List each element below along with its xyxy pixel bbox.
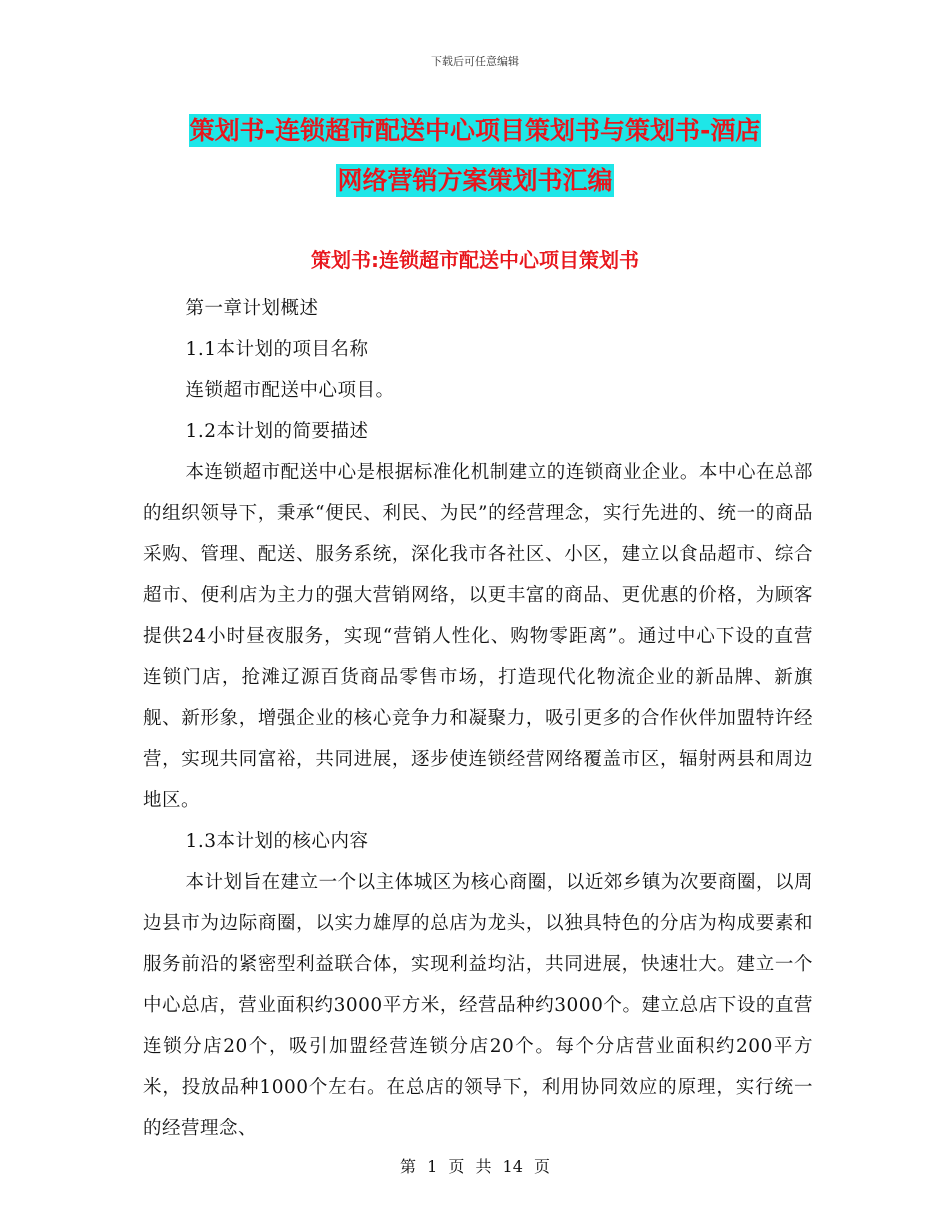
document-body [143,288,813,1149]
subheading-1-2: 1.2本计划的简要描述 [185,421,369,442]
page-number: 第 1 页 共 14 页 [400,1157,550,1176]
paragraph-description: 本连锁超市配送中心是根据标准化机制建立的连锁商业企业。本中心在总部的组织领导下，秉承“便民、利民、为民”的经营理念，实行先进的、统一的商品采购、管理、配送、服务系统，深化我市各社区、小区，建立以食品超市、综合超市、便利店为主力的强大营销网络，以更丰富的商品、更优惠的价格，为顾客提供24小时昼夜服务，实现“营销人性化、购物零距离”。通过中心下设的直营连锁门店，抢滩辽源百货商品零售市场，打造现代化物流企业的新品牌、新旗舰、新形象，增强企业的核心竞争力和凝聚力，吸引更多的合作伙伴加盟特许经营，实现共同富裕，共同进展，逐步使连锁经营网络覆盖市区，辐射两县和周边地区。 [143,462,813,811]
header-note: 下载后可任意编辑 [431,55,519,68]
document-title-line-1: 策划书-连锁超市配送中心项目策划书与策划书-酒店 [189,116,761,145]
paragraph-project-name: 连锁超市配送中心项目。 [185,380,395,401]
paragraph-core-content: 本计划旨在建立一个以主体城区为核心商圈，以近郊乡镇为次要商圈，以周边县市为边际商圈，以实力雄厚的总店为龙头，以独具特色的分店为构成要素和服务前沿的紧密型利益联合体，实现利益均沾，共同进展，快速壮大。建立一个中心总店，营业面积约3000平方米，经营品种约3000个。建立总店下设的直营连锁分店20个，吸引加盟经营连锁分店20个。每个分店营业面积约200平方米，投放品种1000个左右。在总店的领导下，利用协同效应的原理，实行统一的经营理念、 [143,872,813,1139]
chapter-heading: 第一章计划概述 [185,298,319,319]
section-title: 策划书:连锁超市配送中心项目策划书 [311,248,639,272]
document-title-line-2: 网络营销方案策划书汇编 [337,166,613,195]
subheading-1-3: 1.3本计划的核心内容 [185,831,369,852]
document-title [0,106,950,206]
subheading-1-1: 1.1本计划的项目名称 [185,339,369,360]
